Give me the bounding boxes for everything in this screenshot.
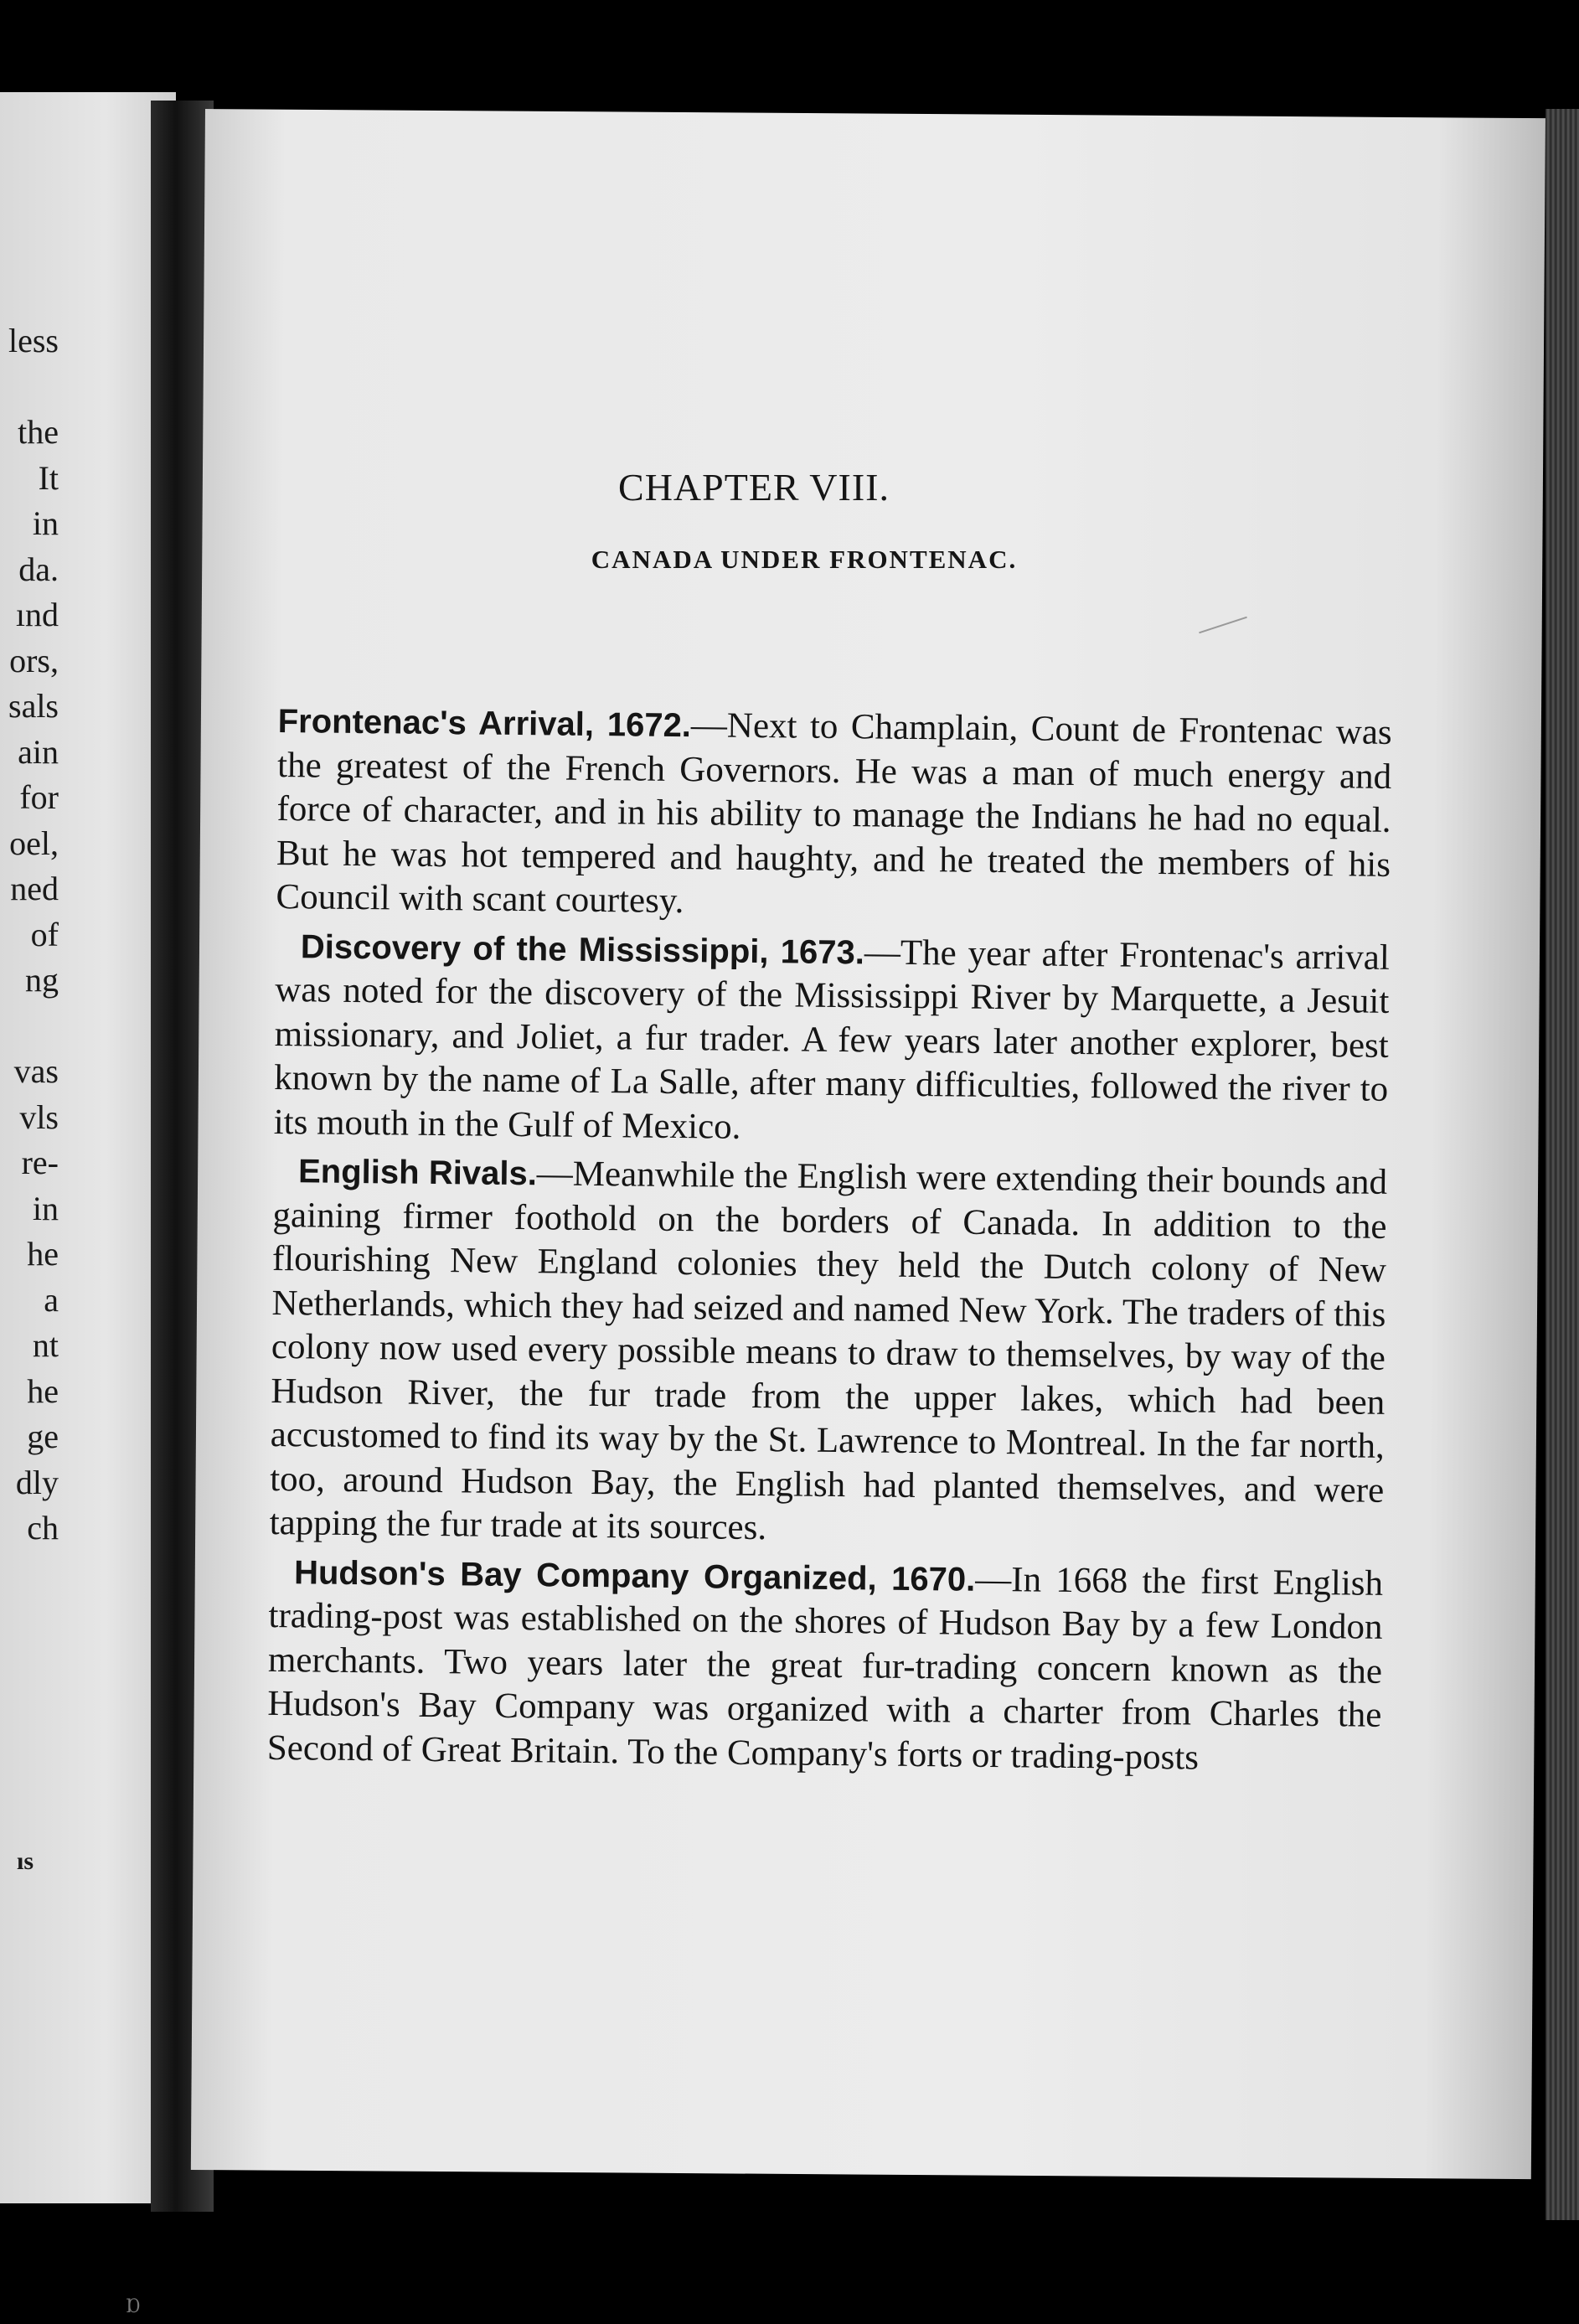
section-heading: English Rivals.	[297, 1153, 538, 1193]
previous-page-word: he	[27, 1371, 59, 1410]
previous-page-word: nt	[32, 1326, 59, 1364]
paragraph-text: —In 1668 the first English trading-post was established on the shores of Hudson Bay by a few London merchants. Two years later the great fur-trading concern known as the Hudson's Bay Company was organized with a charter from Charles the Second of Great Britain. To the Company's forts or trading-posts	[266, 1559, 1384, 1778]
previous-page-word: ned	[10, 870, 59, 907]
previous-page-word: ınd	[15, 596, 59, 633]
previous-page-word: da.	[18, 550, 59, 588]
previous-page-word: vls	[19, 1097, 59, 1136]
previous-page-word	[0, 364, 59, 411]
previous-page-word: sals	[8, 687, 59, 725]
previous-page-edge	[0, 92, 176, 2203]
paragraph-text: —Next to Champlain, Count de Frontenac was the greatest of the French Governors. He was a man of much energy and force of character, and in his ability to manage the Indians he had no equal. But he was hot tempered and haughty, and he treated the members of his Council with scant courtesy.	[276, 705, 1392, 922]
paragraph-hudsons-bay-company	[267, 1550, 1384, 1781]
previous-page-word: a	[44, 1280, 59, 1319]
paragraph-text: —The year after Frontenac's arrival was noted for the discovery of the Mississippi River by Marquette, a Jesuit missionary, and Joliet, a fur trader. A few years later another explorer, best known by the name of La Salle, after many difficulties, followed the river to its mouth in the Gulf of Mexico.	[273, 932, 1391, 1147]
previous-page-word: vas	[13, 1052, 59, 1090]
previous-page-word: ge	[27, 1418, 59, 1455]
previous-page-word: oel,	[9, 824, 59, 862]
section-heading: Hudson's Bay Company Organized, 1670.	[293, 1553, 976, 1598]
paragraph-text: —Meanwhile the English were extending their bounds and gaining firmer foothold on the borders of Canada. In addition to the flourishing New England colonies they held the Dutch colony of New Netherlands, which they had seized and named New York. The traders of this colony now used every possible means to draw to themselves, by way of the Hudson River, the fur trade from the upper lakes, which had been accustomed to find its way by the St. Lawrence to Montreal. In the far north, too, around Hudson Bay, the English had planted themselves, and were tapping the fur trade at its sources.	[269, 1154, 1388, 1548]
paragraph-mississippi-discovery	[273, 924, 1390, 1155]
previous-page-word: less	[8, 322, 59, 359]
previous-page-word: re-	[21, 1144, 59, 1181]
previous-page-word: ch	[27, 1509, 59, 1547]
paragraph-english-rivals	[269, 1149, 1387, 1557]
previous-page-word: ors,	[9, 641, 59, 679]
section-heading: Discovery of the Mississippi, 1673.	[300, 927, 865, 971]
paragraph-frontenac-arrival	[276, 700, 1392, 931]
previous-page-word: for	[19, 778, 59, 816]
scan-corner-mark: Ɒ	[126, 2296, 141, 2316]
previous-page-word: he	[27, 1235, 59, 1273]
previous-page-word: dly	[15, 1463, 59, 1501]
previous-page-word: of	[30, 915, 59, 953]
previous-page-line-endings	[0, 318, 59, 1552]
previous-page-word: ain	[18, 732, 59, 771]
previous-page-word: It	[38, 458, 59, 497]
page-stack-edge	[1545, 109, 1579, 2220]
previous-page-tail-mark: ıs	[16, 1847, 34, 1875]
chapter-body	[267, 700, 1392, 1787]
chapter-subtitle: CANADA UNDER FRONTENAC.	[591, 545, 1018, 574]
section-heading: Frontenac's Arrival, 1672.	[277, 702, 692, 745]
previous-page-word	[0, 1004, 59, 1050]
previous-page-word: the	[18, 413, 59, 451]
previous-page-word: in	[32, 1189, 59, 1227]
previous-page-word: in	[32, 504, 59, 542]
chapter-title: CHAPTER VIII.	[618, 466, 890, 509]
previous-page-word: ng	[25, 961, 59, 999]
